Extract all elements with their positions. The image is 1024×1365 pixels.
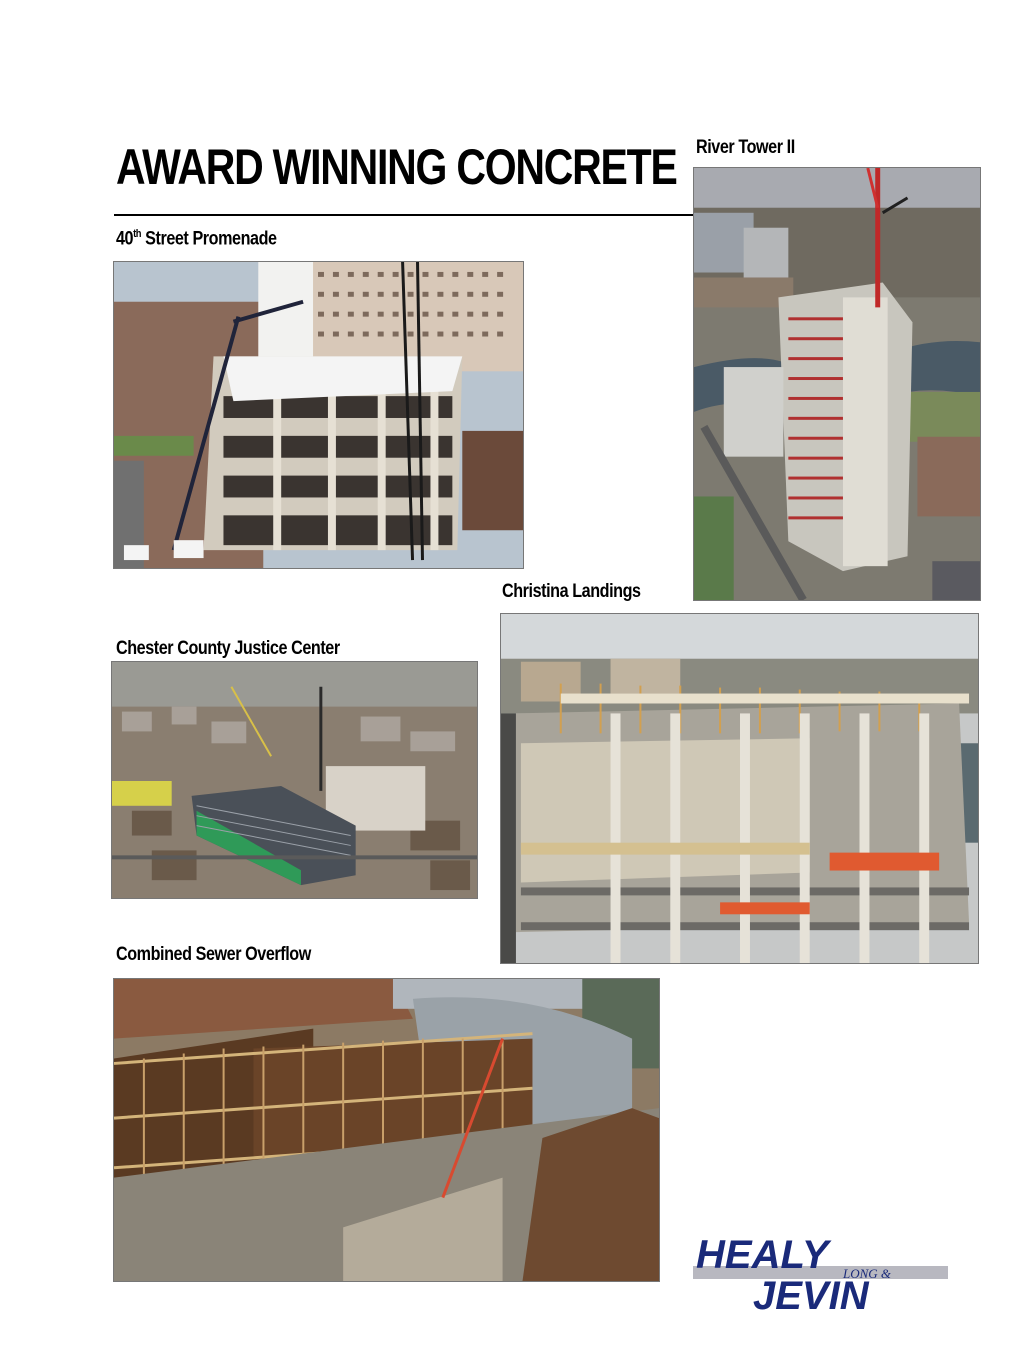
photo-chester-county-justice-center <box>111 661 478 899</box>
photo-40th-street-promenade <box>113 261 524 569</box>
caption-combined-sewer-overflow: Combined Sewer Overflow <box>116 944 311 965</box>
caption-rest: Street Promenade <box>141 228 277 250</box>
company-logo <box>693 1236 948 1312</box>
logo-line1: HEALY <box>696 1236 829 1277</box>
construction-photo <box>501 614 978 963</box>
photo-combined-sewer-overflow <box>113 978 660 1282</box>
caption-chester-county-justice-center: Chester County Justice Center <box>116 638 340 659</box>
title-divider <box>114 214 694 216</box>
construction-photo <box>112 662 477 898</box>
logo-line2: JEVIN <box>753 1274 869 1312</box>
photo-river-tower-ii <box>693 167 981 601</box>
caption-river-tower-ii: River Tower II <box>696 137 795 158</box>
construction-photo <box>114 979 659 1281</box>
construction-photo <box>694 168 980 600</box>
caption-number: 40 <box>116 228 134 250</box>
logo-middle: LONG & <box>843 1266 892 1281</box>
caption-ordinal-suffix: th <box>133 228 142 240</box>
caption-40th-street-promenade <box>116 228 277 250</box>
photo-christina-landings <box>500 613 979 964</box>
page-title: AWARD WINNING CONCRETE <box>116 139 677 195</box>
caption-christina-landings: Christina Landings <box>502 581 641 602</box>
healy-long-jevin-logo <box>693 1236 948 1312</box>
construction-photo <box>114 262 523 568</box>
